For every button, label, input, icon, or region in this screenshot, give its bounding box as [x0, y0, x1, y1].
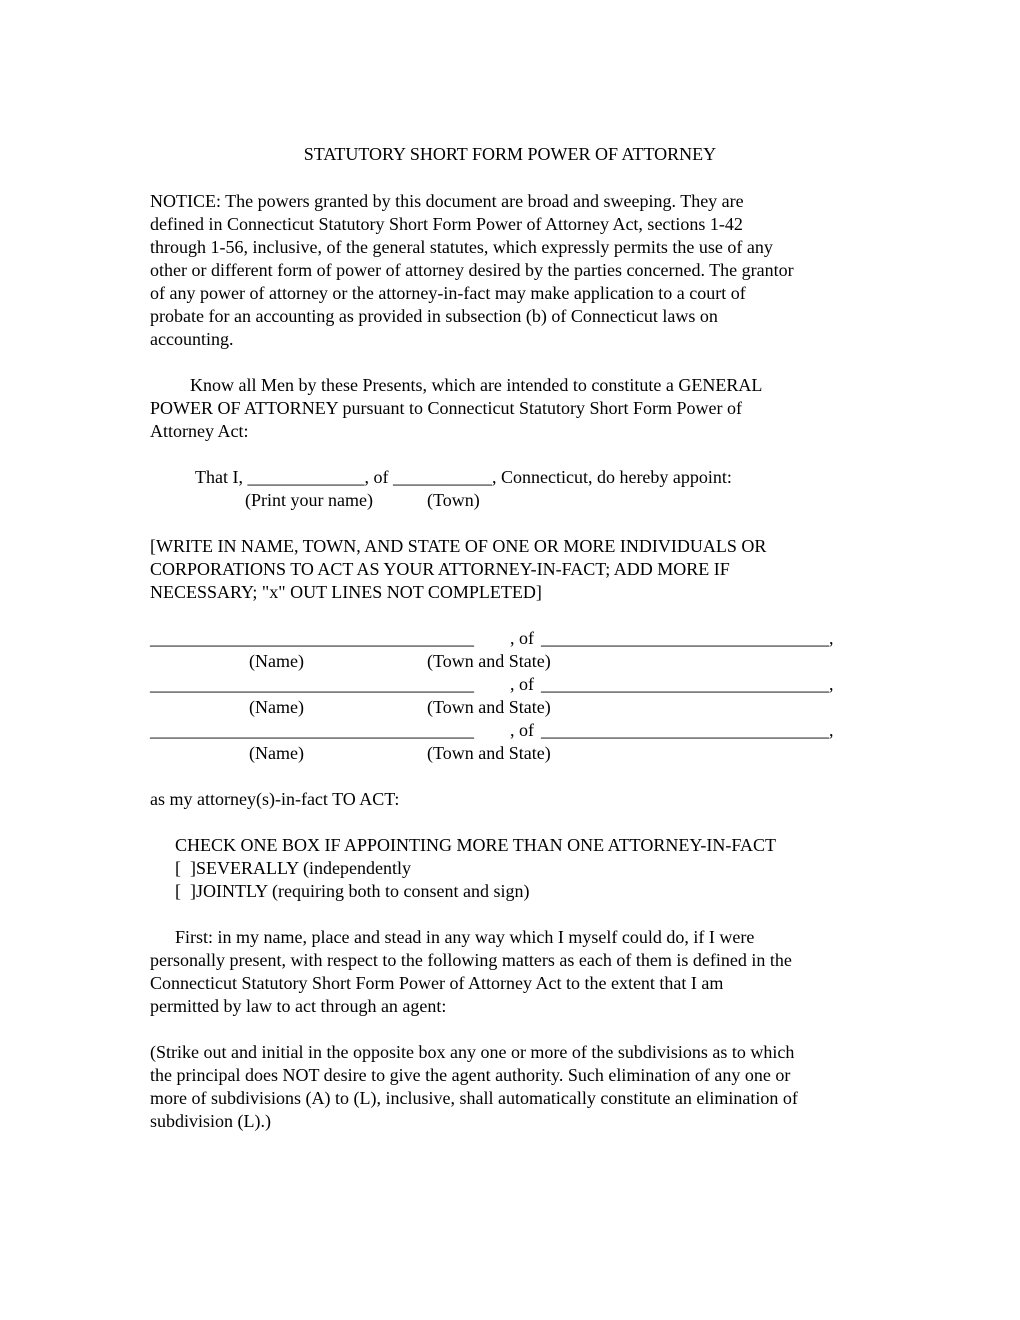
first-line: First: in my name, place and stead in any way which I myself could do, if I were	[175, 927, 755, 947]
know-line: POWER OF ATTORNEY pursuant to Connecticut Statutory Short Form Power of	[150, 398, 742, 418]
label-name: (Name)	[249, 651, 304, 671]
instruction-line: NECESSARY; "x" OUT LINES NOT COMPLETED]	[150, 582, 542, 602]
checkbox-severally: [ ]SEVERALLY (independently	[175, 858, 411, 878]
label-town-state: (Town and State)	[427, 651, 551, 671]
instruction-line: CORPORATIONS TO ACT AS YOUR ATTORNEY-IN-FACT; ADD MORE IF	[150, 559, 730, 579]
notice-line: other or different form of power of attorney desired by the parties concerned. The grantor	[150, 260, 794, 280]
know-line: Attorney Act:	[150, 421, 249, 441]
label-print-name: (Print your name)	[245, 490, 373, 510]
first-line: Connecticut Statutory Short Form Power of Attorney Act to the extent that I am	[150, 973, 724, 993]
appoint-line: That I, _____________, of ___________, Connecticut, do hereby appoint:	[195, 467, 732, 487]
label-name: (Name)	[249, 697, 304, 717]
attorney-town-blank: ________________________________,	[541, 720, 834, 740]
checkbox-jointly: [ ]JOINTLY (requiring both to consent and sign)	[175, 881, 530, 901]
strike-line: the principal does NOT desire to give the agent authority. Such elimination of any one or	[150, 1065, 791, 1085]
as-my-attorney: as my attorney(s)-in-fact TO ACT:	[150, 789, 400, 809]
first-line: permitted by law to act through an agent:	[150, 996, 447, 1016]
instruction-line: [WRITE IN NAME, TOWN, AND STATE OF ONE OR MORE INDIVIDUALS OR	[150, 536, 767, 556]
notice-line: probate for an accounting as provided in subsection (b) of Connecticut laws on	[150, 306, 718, 326]
attorney-name-blank: ____________________________________	[150, 628, 474, 648]
notice-line: through 1-56, inclusive, of the general statutes, which expressly permits the use of any	[150, 237, 773, 257]
label-town-state: (Town and State)	[427, 697, 551, 717]
attorney-of: , of	[510, 674, 534, 694]
strike-line: more of subdivisions (A) to (L), inclusive, shall automatically constitute an elimination of	[150, 1088, 798, 1108]
strike-line: subdivision (L).)	[150, 1111, 271, 1131]
notice-line: defined in Connecticut Statutory Short Form Power of Attorney Act, sections 1-42	[150, 214, 743, 234]
first-line: personally present, with respect to the following matters as each of them is defined in the	[150, 950, 792, 970]
attorney-of: , of	[510, 720, 534, 740]
attorney-of: , of	[510, 628, 534, 648]
strike-line: (Strike out and initial in the opposite box any one or more of the subdivisions as to which	[150, 1042, 795, 1062]
check-heading: CHECK ONE BOX IF APPOINTING MORE THAN ONE ATTORNEY-IN-FACT	[175, 835, 777, 855]
label-town: (Town)	[427, 490, 480, 510]
notice-line: NOTICE: The powers granted by this document are broad and sweeping. They are	[150, 191, 744, 211]
attorney-name-blank: ____________________________________	[150, 674, 474, 694]
know-line: Know all Men by these Presents, which are intended to constitute a GENERAL	[190, 375, 763, 395]
document-title: STATUTORY SHORT FORM POWER OF ATTORNEY	[303, 144, 717, 164]
attorney-town-blank: ________________________________,	[541, 628, 834, 648]
notice-line: accounting.	[150, 329, 234, 349]
notice-line: of any power of attorney or the attorney-in-fact may make application to a court of	[150, 283, 746, 303]
attorney-town-blank: ________________________________,	[541, 674, 834, 694]
label-name: (Name)	[249, 743, 304, 763]
attorney-name-blank: ____________________________________	[150, 720, 474, 740]
label-town-state: (Town and State)	[427, 743, 551, 763]
